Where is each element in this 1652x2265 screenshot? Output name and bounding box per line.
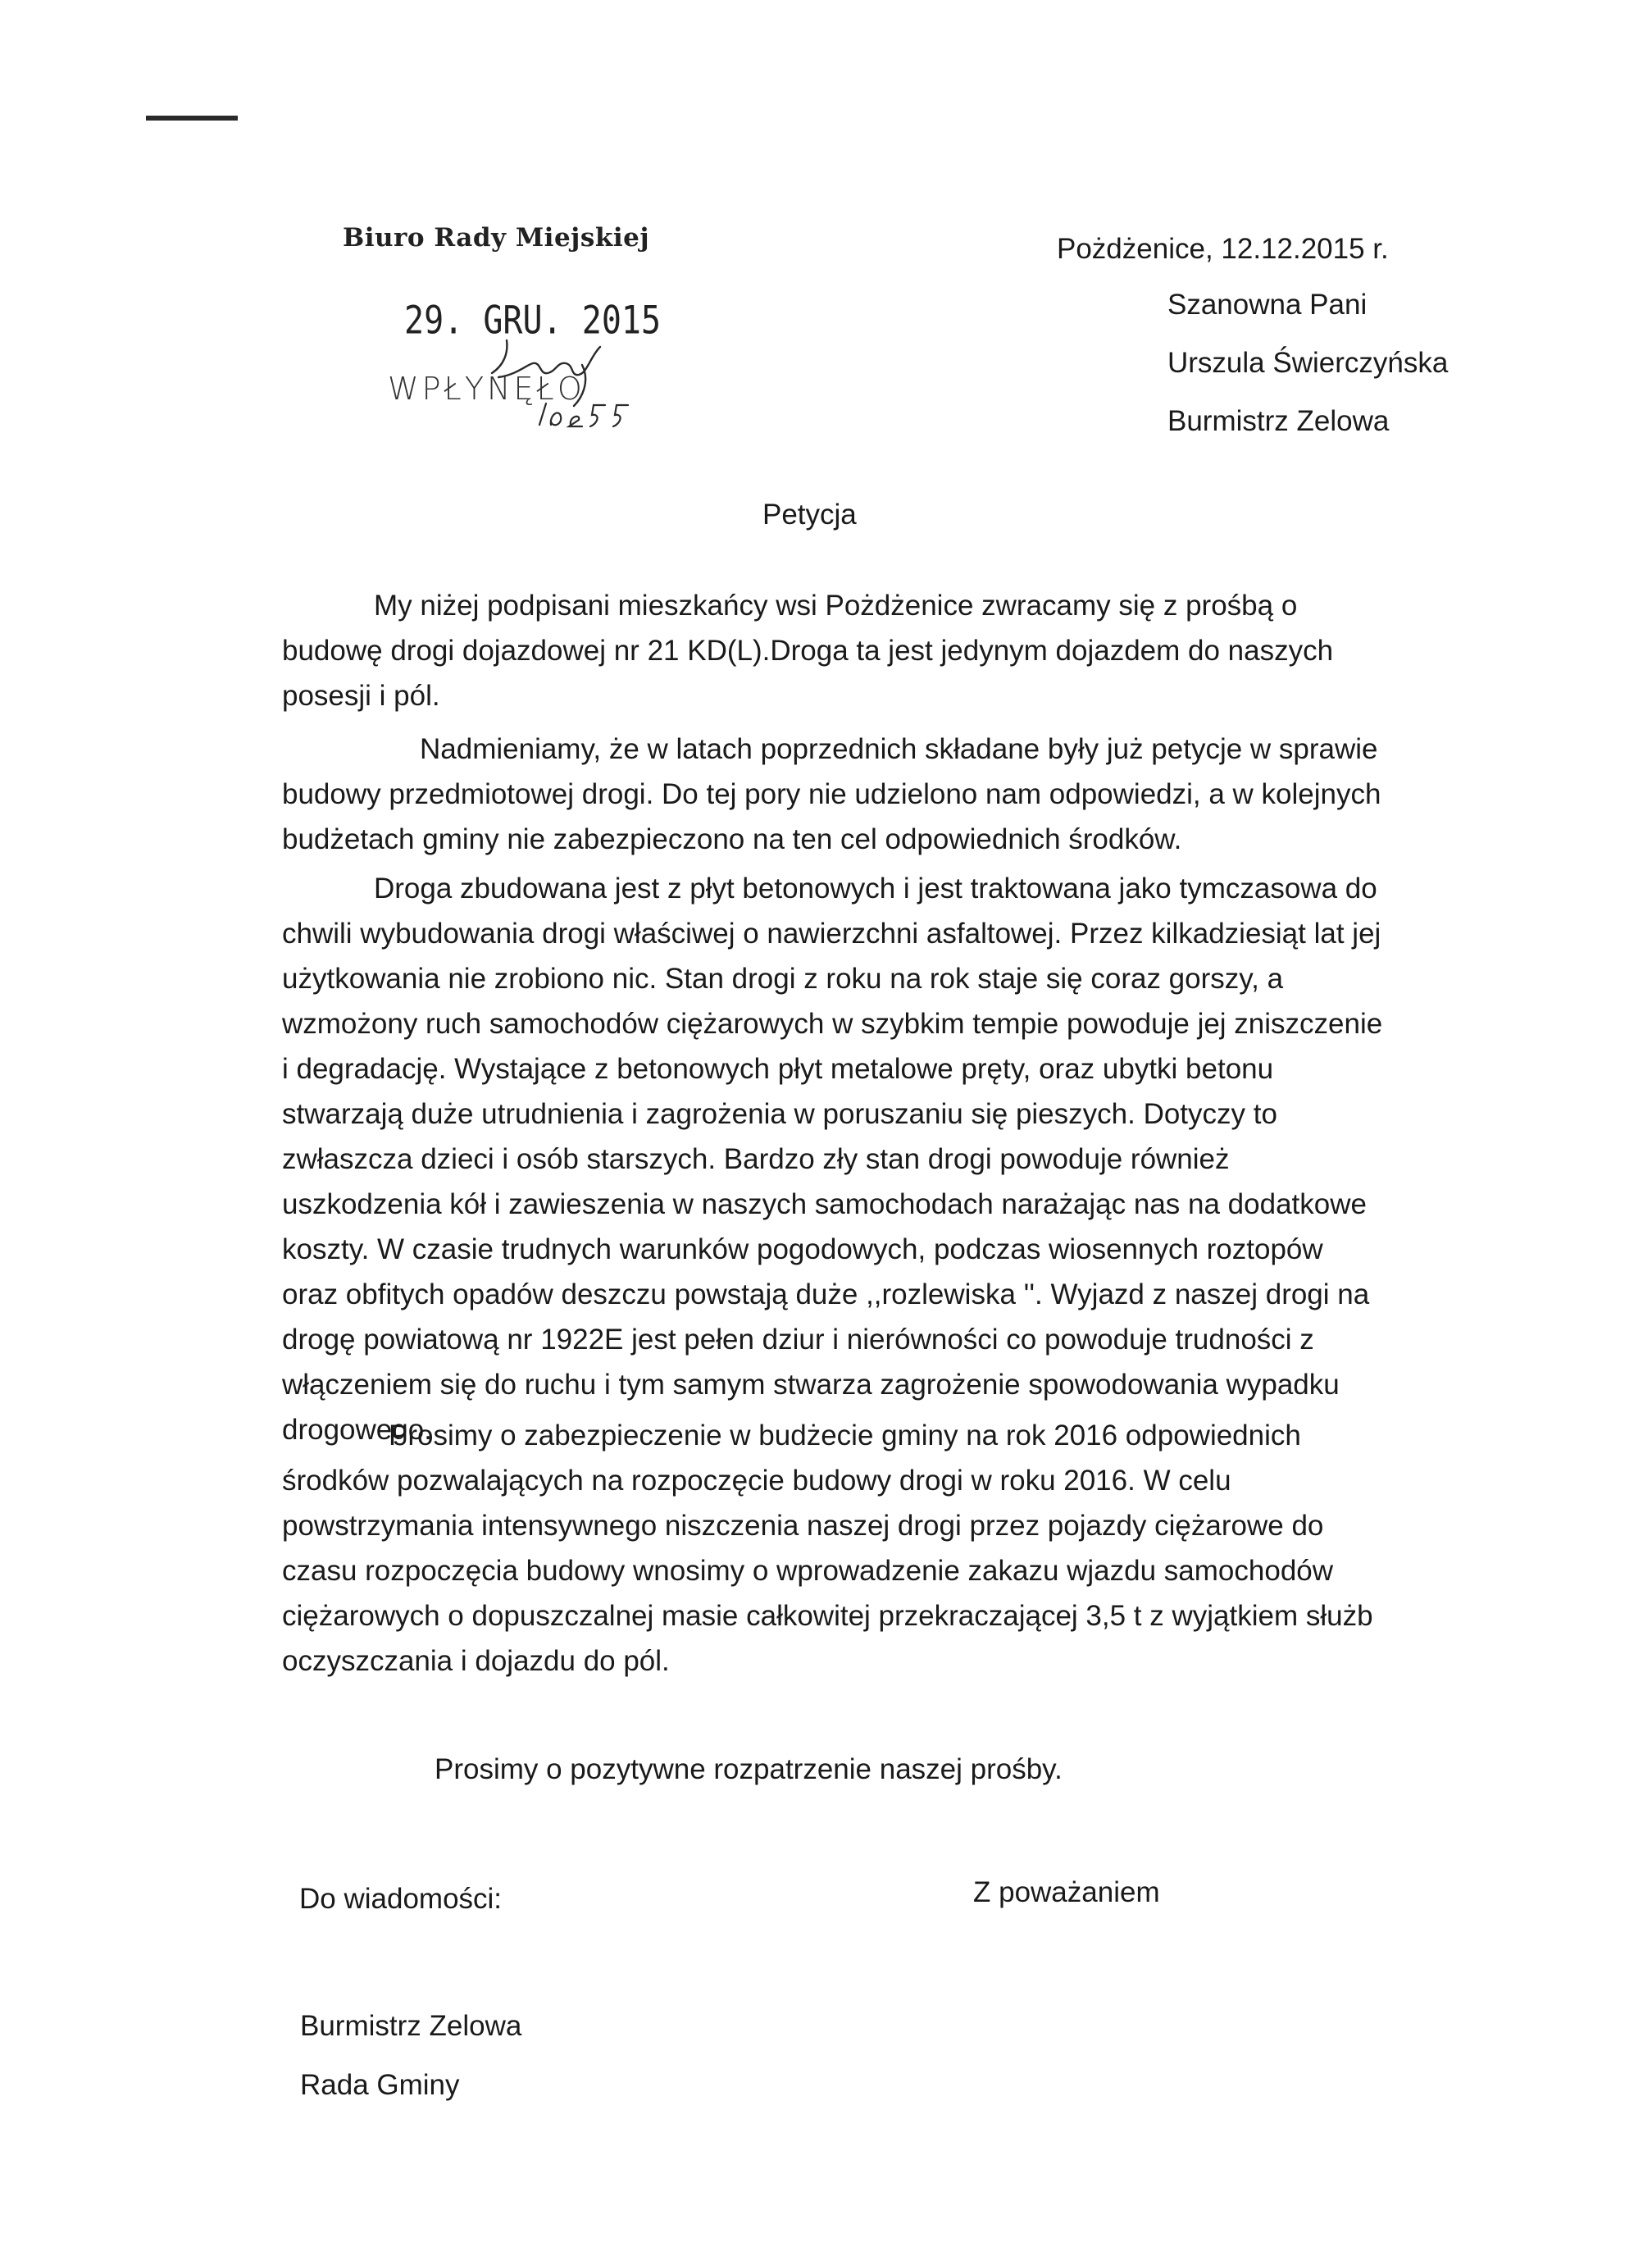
paragraph-line: oczyszczania i dojazdu do pól. bbox=[282, 1645, 670, 1677]
cc-label: Do wiadomości: bbox=[299, 1883, 503, 1915]
stamp-received: WPŁYNĘŁO bbox=[388, 371, 585, 407]
paragraph-line: Prosimy o zabezpieczenie w budżecie gminy na rok 2016 odpowiednich bbox=[389, 1420, 1301, 1452]
paragraph-line: budowę drogi dojazdowej nr 21 KD(L).Droga ta jest jedynym dojazdem do naszych bbox=[282, 635, 1334, 667]
cc-recipient: Rada Gminy bbox=[300, 2069, 460, 2101]
scan-artifact-line bbox=[146, 116, 238, 121]
paragraph-line: uszkodzenia kół i zawieszenia w naszych samochodach narażając nas na dodatkowe bbox=[282, 1188, 1367, 1220]
paragraph-line: ciężarowych o dopuszczalnej masie całkowitej przekraczającej 3,5 t z wyjątkiem służb bbox=[282, 1600, 1373, 1632]
stamp-office-name: Biuro Rady Miejskiej bbox=[343, 223, 650, 253]
closing-request: Prosimy o pozytywne rozpatrzenie naszej prośby. bbox=[435, 1753, 1063, 1785]
paragraph-line: oraz obfitych opadów deszczu powstają duże ,,rozlewiska ''. Wyjazd z naszej drogi na bbox=[282, 1278, 1370, 1310]
paragraph-line: użytkowania nie zrobiono nic. Stan drogi z roku na rok staje się coraz gorszy, a bbox=[282, 963, 1284, 995]
paragraph-line: Nadmieniamy, że w latach poprzednich składane były już petycje w sprawie bbox=[420, 733, 1378, 765]
document-title: Petycja bbox=[762, 499, 857, 531]
paragraph-line: wzmożony ruch samochodów ciężarowych w szybkim tempie powoduje jej zniszczenie bbox=[282, 1008, 1383, 1040]
paragraph-2 bbox=[282, 727, 1451, 862]
paragraph-line: i degradację. Wystające z betonowych płyt metalowe pręty, oraz ubytki betonu bbox=[282, 1053, 1274, 1085]
paragraph-line: budowy przedmiotowej drogi. Do tej pory nie udzielono nam odpowiedzi, a w kolejnych bbox=[282, 778, 1381, 810]
recipient-salutation: Szanowna Pani bbox=[1167, 289, 1368, 321]
stamp-date: 29. GRU. 2015 bbox=[404, 299, 662, 344]
recipient-title: Burmistrz Zelowa bbox=[1167, 405, 1390, 437]
place-and-date: Pożdżenice, 12.12.2015 r. bbox=[1057, 233, 1389, 265]
paragraph-line: czasu rozpoczęcia budowy wnosimy o wprowadzenie zakazu wjazdu samochodów bbox=[282, 1555, 1334, 1587]
paragraph-line: drogowego. bbox=[282, 1414, 432, 1446]
paragraph-line: posesji i pól. bbox=[282, 680, 440, 712]
paragraph-line: My niżej podpisani mieszkańcy wsi Pożdżenice zwracamy się z prośbą o bbox=[374, 590, 1298, 622]
paragraph-line: zwłaszcza dzieci i osób starszych. Bardzo zły stan drogi powoduje również bbox=[282, 1143, 1230, 1175]
paragraph-3 bbox=[282, 866, 1451, 1452]
paragraph-line: środków pozwalających na rozpoczęcie budowy drogi w roku 2016. W celu bbox=[282, 1465, 1231, 1497]
paragraph-line: drogę powiatową nr 1922E jest pełen dziur i nierówności co powoduje trudności z bbox=[282, 1324, 1314, 1356]
handwritten-registry-number bbox=[533, 392, 648, 441]
paragraph-1 bbox=[282, 583, 1451, 718]
paragraph-line: stwarzają duże utrudnienia i zagrożenia w poruszaniu się pieszych. Dotyczy to bbox=[282, 1098, 1277, 1130]
cc-recipient: Burmistrz Zelowa bbox=[300, 2010, 522, 2042]
paragraph-line: koszty. W czasie trudnych warunków pogodowych, podczas wiosennych roztopów bbox=[282, 1233, 1323, 1265]
paragraph-line: Droga zbudowana jest z płyt betonowych i jest traktowana jako tymczasowa do bbox=[374, 873, 1377, 905]
recipient-name: Urszula Świerczyńska bbox=[1167, 347, 1449, 379]
paragraph-line: chwili wybudowania drogi właściwej o nawierzchni asfaltowej. Przez kilkadziesiąt lat jej bbox=[282, 918, 1381, 950]
paragraph-line: budżetach gminy nie zabezpieczono na ten cel odpowiednich środków. bbox=[282, 823, 1182, 855]
regards: Z poważaniem bbox=[973, 1876, 1160, 1908]
paragraph-line: włączeniem się do ruchu i tym samym stwarza zagrożenie spowodowania wypadku bbox=[282, 1369, 1340, 1401]
paragraph-4 bbox=[282, 1413, 1451, 1684]
paragraph-line: powstrzymania intensywnego niszczenia naszej drogi przez pojazdy ciężarowe do bbox=[282, 1510, 1324, 1542]
